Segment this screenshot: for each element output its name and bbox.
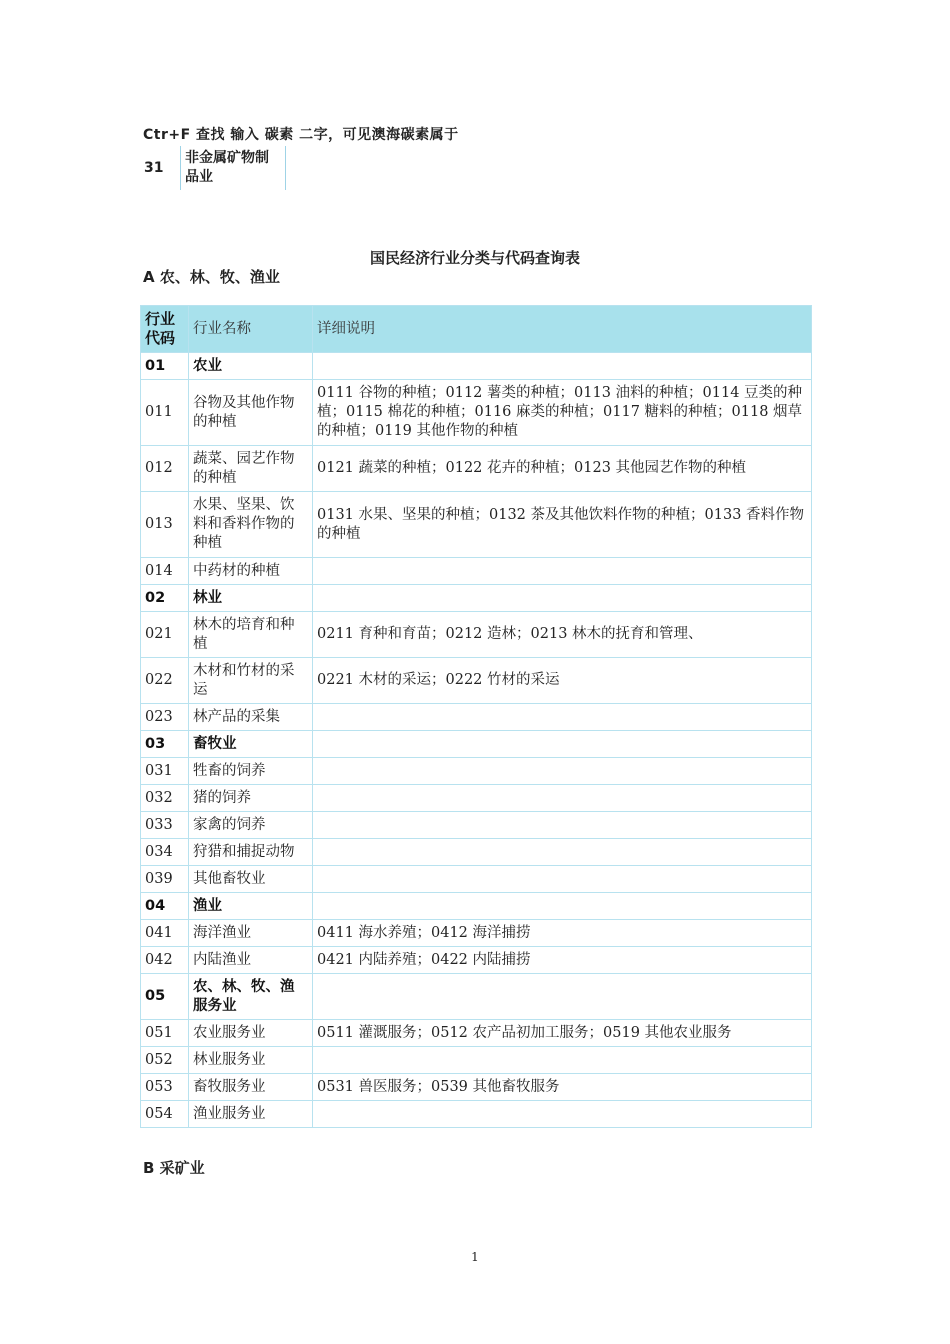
table-row [141, 1047, 812, 1074]
cell-name: 其他畜牧业 [189, 866, 313, 893]
table-row [141, 893, 812, 920]
highlight-row [140, 146, 286, 190]
cell-code: 033 [141, 812, 189, 839]
table-row [141, 758, 812, 785]
table-row [141, 1020, 812, 1047]
highlight-name: 非金属矿物制品业 [181, 146, 286, 190]
cell-detail: 0411 海水养殖；0412 海洋捕捞 [313, 920, 812, 947]
cell-name: 海洋渔业 [189, 920, 313, 947]
cell-detail [313, 731, 812, 758]
table-row [141, 585, 812, 612]
table-row [141, 353, 812, 380]
cell-code: 041 [141, 920, 189, 947]
cell-code: 042 [141, 947, 189, 974]
cell-code: 031 [141, 758, 189, 785]
cell-detail [313, 704, 812, 731]
cell-detail [313, 353, 812, 380]
cell-name: 林业 [189, 585, 313, 612]
table-row [141, 974, 812, 1020]
cell-name: 谷物及其他作物的种植 [189, 380, 313, 446]
cell-code: 03 [141, 731, 189, 758]
table-row [141, 380, 812, 446]
table-row [141, 658, 812, 704]
cell-code: 051 [141, 1020, 189, 1047]
cell-name: 农业 [189, 353, 313, 380]
header-code: 行业代码 [141, 306, 189, 353]
cell-code: 054 [141, 1101, 189, 1128]
cell-detail: 0211 育种和育苗；0212 造林；0213 林木的抚育和管理、 [313, 612, 812, 658]
header-name: 行业名称 [189, 306, 313, 353]
cell-name: 林木的培育和种植 [189, 612, 313, 658]
cell-name: 林业服务业 [189, 1047, 313, 1074]
highlight-row-table [140, 146, 286, 190]
cell-name: 家禽的饲养 [189, 812, 313, 839]
table-row [141, 1074, 812, 1101]
cell-code: 05 [141, 974, 189, 1020]
page-number: 1 [471, 1250, 479, 1264]
highlight-code: 31 [144, 159, 164, 176]
cell-code: 034 [141, 839, 189, 866]
cell-name: 畜牧服务业 [189, 1074, 313, 1101]
table-row [141, 866, 812, 893]
cell-detail [313, 585, 812, 612]
table-row [141, 731, 812, 758]
cell-detail [313, 812, 812, 839]
table-row [141, 446, 812, 492]
cell-name: 木材和竹材的采运 [189, 658, 313, 704]
cell-code: 053 [141, 1074, 189, 1101]
cell-name: 蔬菜、园艺作物的种植 [189, 446, 313, 492]
cell-name: 内陆渔业 [189, 947, 313, 974]
cell-name: 畜牧业 [189, 731, 313, 758]
cell-detail [313, 866, 812, 893]
table-row [141, 920, 812, 947]
cell-detail [313, 893, 812, 920]
cell-name: 渔业服务业 [189, 1101, 313, 1128]
cell-code: 01 [141, 353, 189, 380]
cell-detail: 0531 兽医服务；0539 其他畜牧服务 [313, 1074, 812, 1101]
cell-name: 狩猎和捕捉动物 [189, 839, 313, 866]
cell-detail [313, 1101, 812, 1128]
cell-code: 02 [141, 585, 189, 612]
cell-detail [313, 839, 812, 866]
cell-name: 中药材的种植 [189, 558, 313, 585]
cell-code: 012 [141, 446, 189, 492]
industry-code-table [140, 305, 812, 1128]
cell-code: 011 [141, 380, 189, 446]
search-tip: Ctr+F 查找 输入 碳素 二字，可见澳海碳素属于 [143, 127, 459, 143]
cell-detail: 0111 谷物的种植；0112 薯类的种植；0113 油料的种植；0114 豆类的种植；0115 棉花的种植；0116 麻类的种植；0117 糖料的种植；0118 烟草的种植；0119 其他作物的种植 [313, 380, 812, 446]
table-row [141, 704, 812, 731]
table-row [141, 558, 812, 585]
cell-detail: 0221 木材的采运；0222 竹材的采运 [313, 658, 812, 704]
cell-code: 014 [141, 558, 189, 585]
cell-name: 牲畜的饲养 [189, 758, 313, 785]
cell-code: 039 [141, 866, 189, 893]
section-a-heading: A 农、林、牧、渔业 [143, 268, 280, 286]
section-b-heading: B 采矿业 [143, 1159, 205, 1177]
cell-detail: 0511 灌溉服务；0512 农产品初加工服务；0519 其他农业服务 [313, 1020, 812, 1047]
cell-code: 052 [141, 1047, 189, 1074]
cell-code: 021 [141, 612, 189, 658]
table-row [141, 839, 812, 866]
table-row [141, 492, 812, 558]
cell-detail: 0121 蔬菜的种植；0122 花卉的种植；0123 其他园艺作物的种植 [313, 446, 812, 492]
cell-name: 林产品的采集 [189, 704, 313, 731]
cell-detail [313, 1047, 812, 1074]
cell-name: 水果、坚果、饮料和香料作物的种植 [189, 492, 313, 558]
header-detail: 详细说明 [313, 306, 812, 353]
cell-code: 022 [141, 658, 189, 704]
cell-detail [313, 758, 812, 785]
cell-detail [313, 558, 812, 585]
cell-name: 猪的饲养 [189, 785, 313, 812]
cell-detail: 0131 水果、坚果的种植；0132 茶及其他饮料作物的种植；0133 香料作物的种植 [313, 492, 812, 558]
cell-name: 农、林、牧、渔服务业 [189, 974, 313, 1020]
table-row [141, 785, 812, 812]
cell-code: 013 [141, 492, 189, 558]
table-row [141, 812, 812, 839]
cell-detail [313, 974, 812, 1020]
page-title: 国民经济行业分类与代码查询表 [369, 249, 580, 267]
cell-code: 032 [141, 785, 189, 812]
cell-code: 04 [141, 893, 189, 920]
table-row [141, 1101, 812, 1128]
table-row [141, 612, 812, 658]
table-header-row [141, 306, 812, 353]
cell-detail [313, 785, 812, 812]
cell-detail: 0421 内陆养殖；0422 内陆捕捞 [313, 947, 812, 974]
cell-name: 渔业 [189, 893, 313, 920]
cell-name: 农业服务业 [189, 1020, 313, 1047]
table-row [141, 947, 812, 974]
cell-code: 023 [141, 704, 189, 731]
